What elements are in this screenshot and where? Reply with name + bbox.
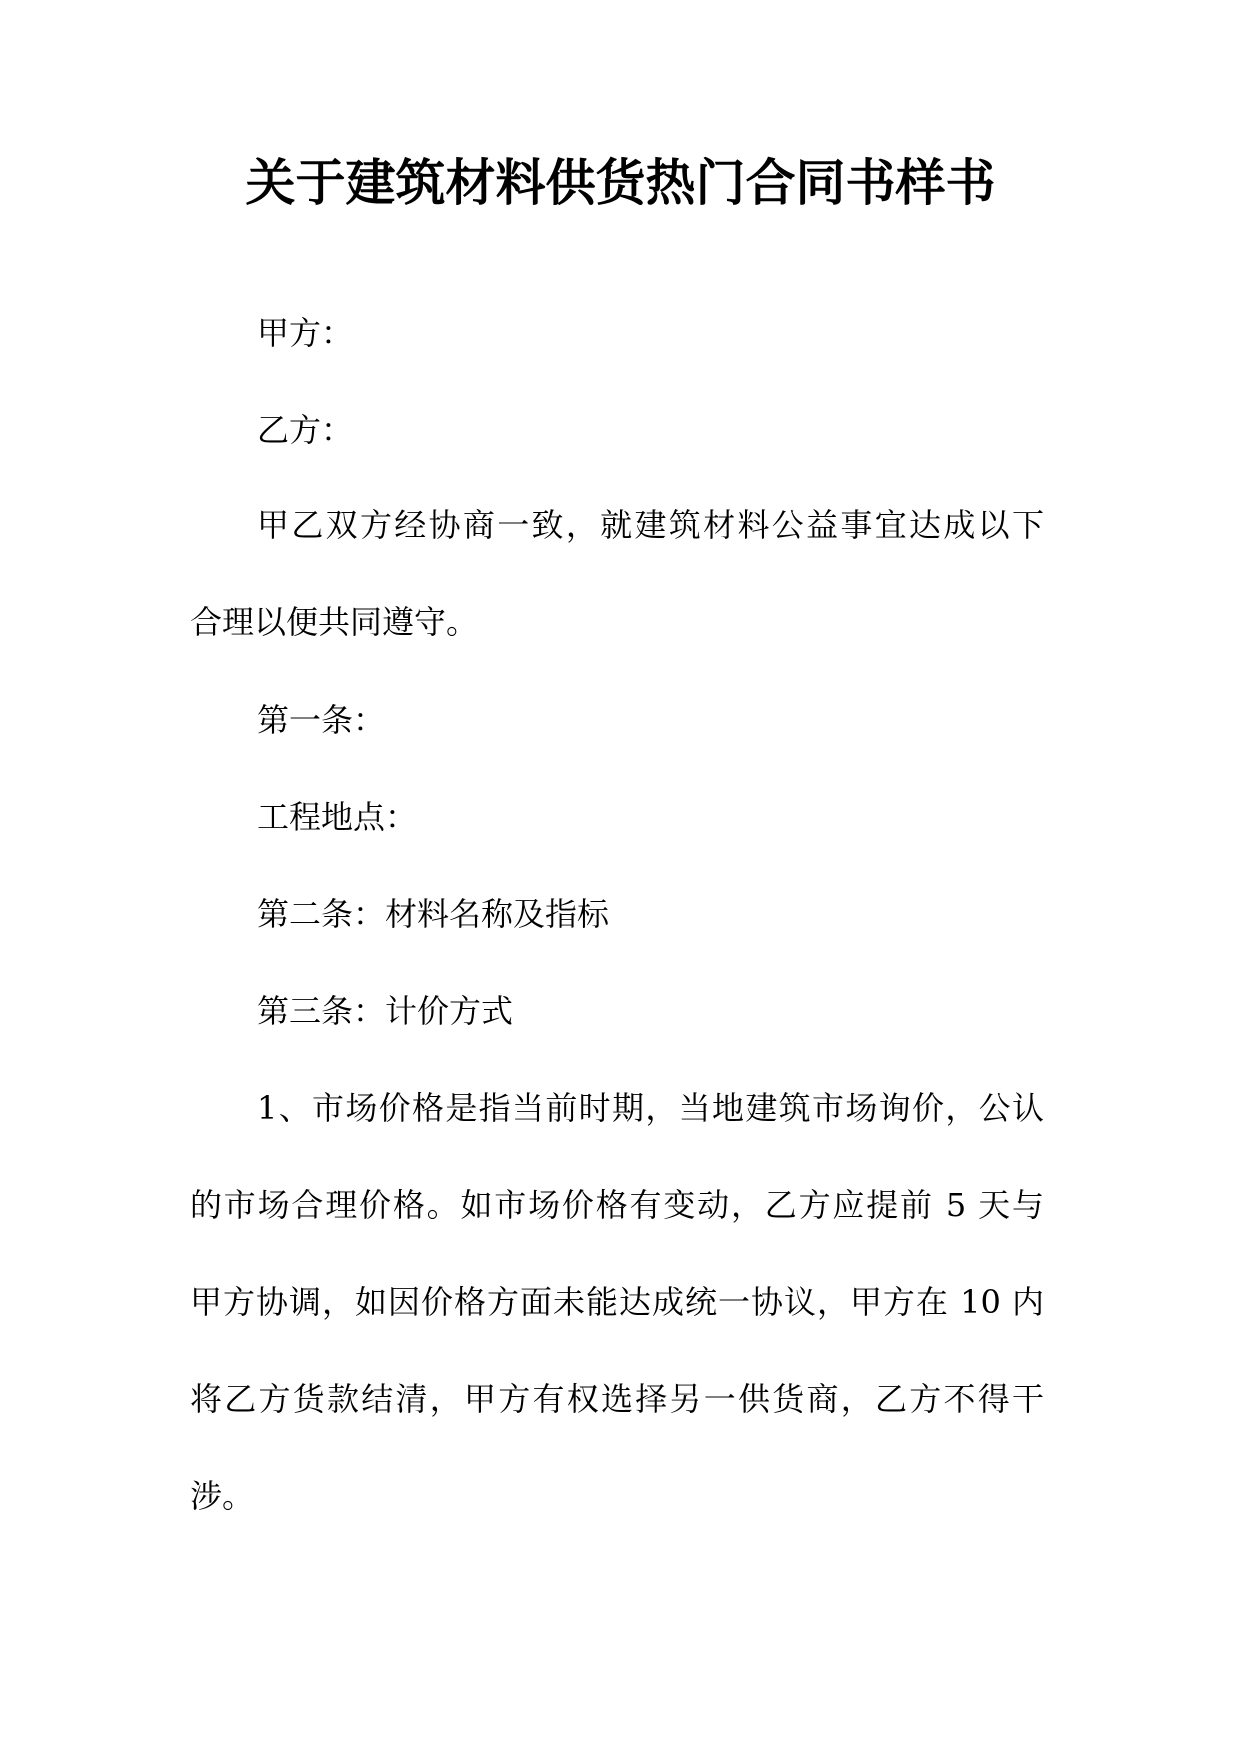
document-title: 关于建筑材料供货热门合同书样书 xyxy=(245,154,996,212)
intro-paragraph-line-2: 合理以便共同遵守。 xyxy=(190,603,479,641)
article-1-heading: 第一条： xyxy=(257,701,386,739)
party-b-label: 乙方： xyxy=(257,411,354,449)
article-2-heading: 第二条：材料名称及指标 xyxy=(257,895,610,933)
intro-paragraph-line-1: 甲乙双方经协商一致，就建筑材料公益事宜达成以下 xyxy=(257,506,1044,544)
clause-1-line-4: 将乙方货款结清，甲方有权选择另一供货商，乙方不得干 xyxy=(190,1380,1044,1418)
clause-1-line-5: 涉。 xyxy=(190,1477,255,1515)
project-location-label: 工程地点： xyxy=(257,798,418,836)
clause-1-line-2: 的市场合理价格。如市场价格有变动，乙方应提前 5 天与 xyxy=(190,1186,1044,1224)
party-a-label: 甲方： xyxy=(257,314,354,352)
clause-1-line-1: 1、市场价格是指当前时期，当地建筑市场询价，公认 xyxy=(257,1089,1044,1127)
article-3-heading: 第三条：计价方式 xyxy=(257,992,514,1030)
clause-1-line-3: 甲方协调，如因价格方面未能达成统一协议，甲方在 10 内 xyxy=(190,1283,1044,1321)
